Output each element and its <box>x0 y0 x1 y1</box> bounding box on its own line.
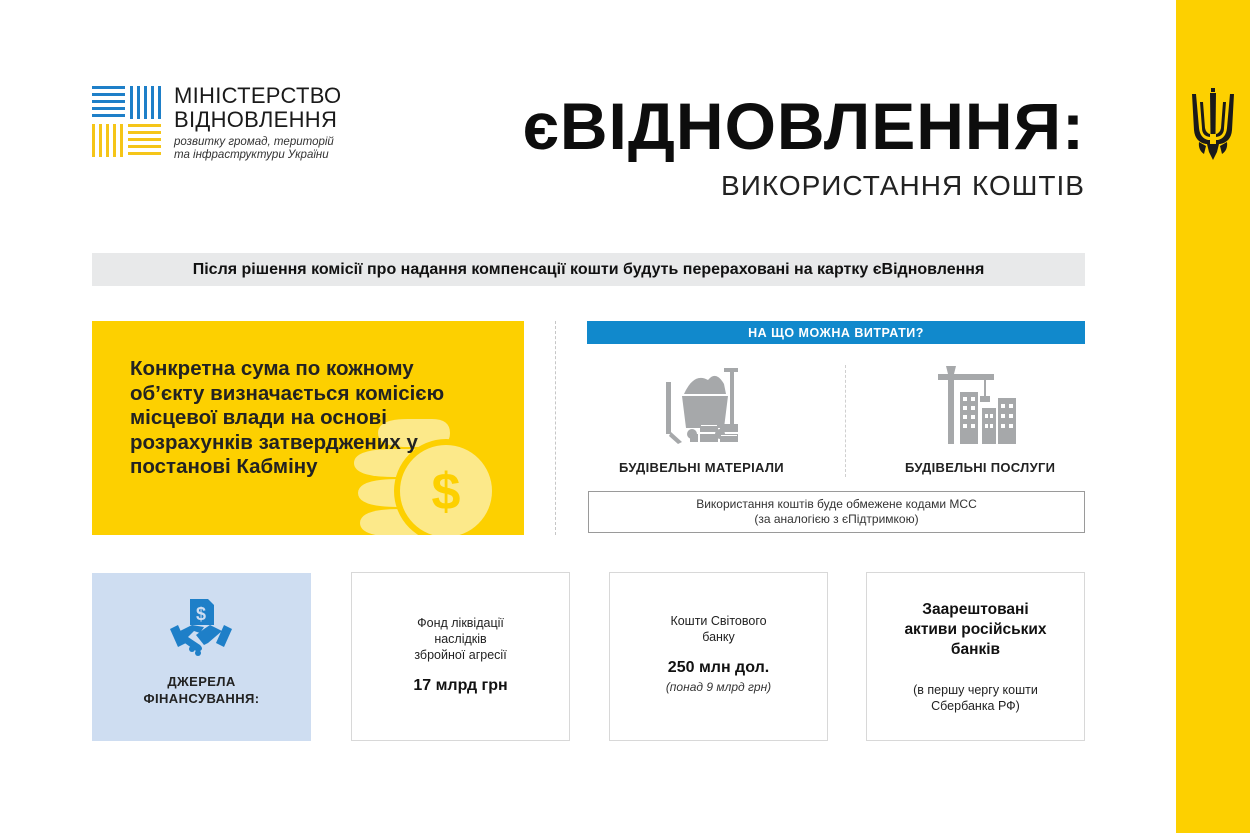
building-materials-icon <box>664 366 744 446</box>
funding-sources-label: ДЖЕРЕЛА ФІНАНСУВАННЯ: <box>143 674 260 706</box>
mcc-note: Використання коштів буде обмежене кодами МСС (за аналогією з єПідтримкою) <box>588 491 1085 533</box>
funding-card-note: (понад 9 млрд грн) <box>665 680 772 694</box>
spend-item-services-label: БУДІВЕЛЬНІ ПОСЛУГИ <box>905 460 1056 475</box>
ministry-logo <box>92 84 372 164</box>
section-divider <box>555 321 556 535</box>
funding-card-amount: 250 млн дол. <box>667 659 770 676</box>
funding-card-description: Фонд ліквідації наслідків збройної агресії <box>414 616 507 662</box>
handshake-dollar-icon <box>170 599 232 657</box>
funding-card-title: Заарештовані активи російських банків <box>904 601 1047 658</box>
funding-sources-label-box <box>92 573 311 741</box>
svg-text:$: $ <box>431 463 461 521</box>
amount-info-text: Конкретна сума по кожному об’єкту визначається комісією місцевої влади на основі розрахунків затверджених у постанові Кабміну <box>130 357 445 478</box>
page-subtitle: ВИКОРИСТАННЯ КОШТІВ <box>721 170 1085 201</box>
spend-header: НА ЩО МОЖНА ВИТРАТИ? <box>587 321 1085 344</box>
funding-card-liquidation-fund <box>351 572 570 741</box>
funding-card-world-bank <box>609 572 828 741</box>
svg-text:$: $ <box>195 604 207 624</box>
funding-card-seized-assets <box>866 572 1085 741</box>
spend-item-materials-label: БУДІВЕЛЬНІ МАТЕРІАЛИ <box>619 460 784 475</box>
funding-card-amount: 17 млрд грн <box>413 677 508 694</box>
info-banner: Після рішення комісії про надання компенсації кошти будуть перераховані на картку єВідновлення <box>92 253 1085 286</box>
funding-card-description: Кошти Світового банку <box>670 614 767 644</box>
amount-info-box <box>92 321 524 535</box>
page-title: єВІДНОВЛЕННЯ: <box>522 89 1085 163</box>
spend-items-divider <box>845 365 846 477</box>
ministry-name: МІНІСТЕРСТВО ВІДНОВЛЕННЯ <box>174 83 342 132</box>
ministry-subtitle: розвитку громад, територій та інфраструктури України <box>174 136 334 161</box>
ministry-logo-mark-icon <box>92 86 162 158</box>
trident-icon <box>1190 88 1236 162</box>
construction-crane-icon <box>936 364 1018 446</box>
funding-card-note: (в першу чергу кошти Сбербанка РФ) <box>913 683 1038 713</box>
